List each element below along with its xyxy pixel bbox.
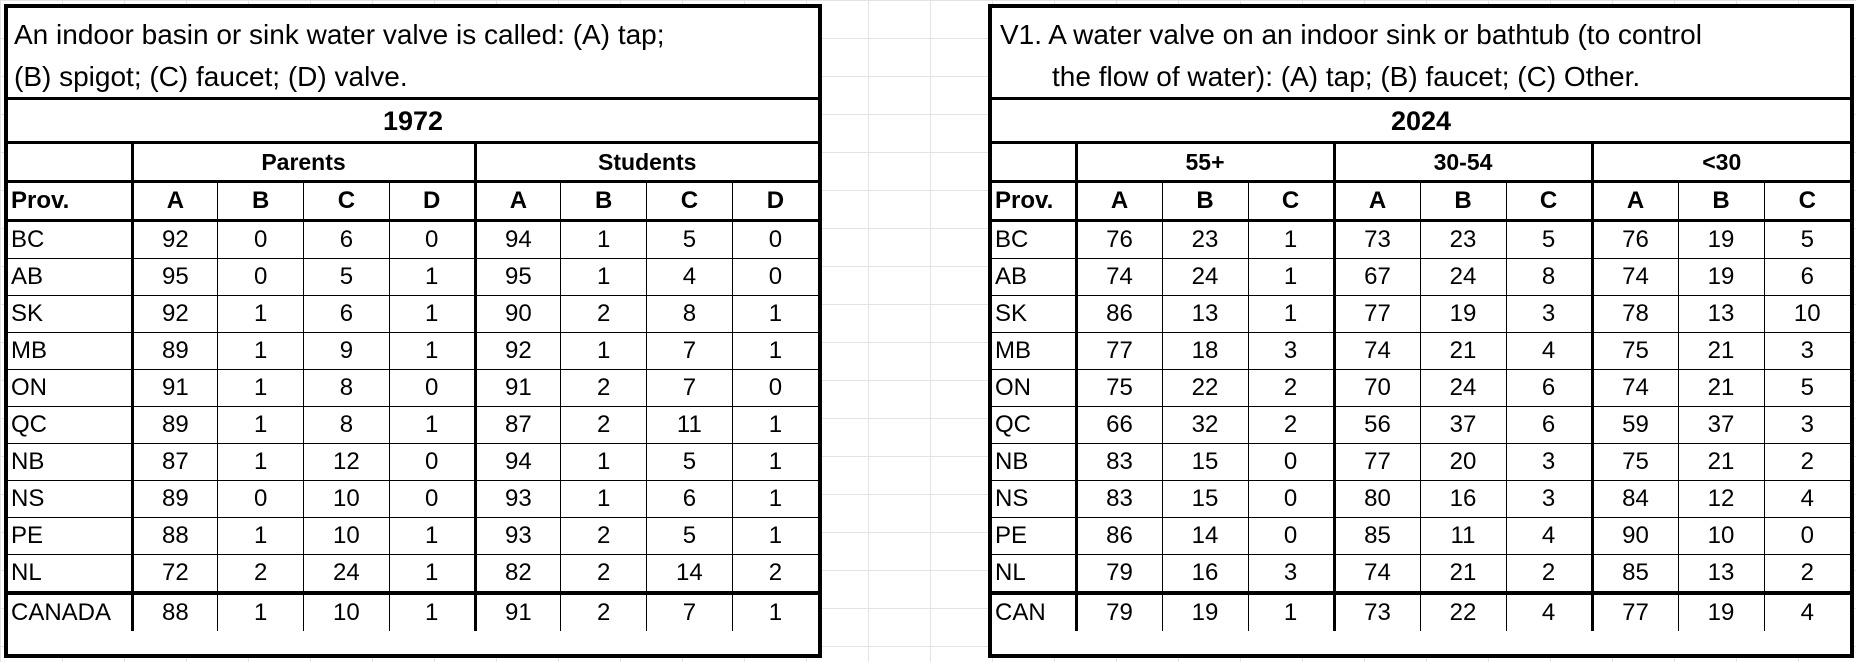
value-cell: 24 xyxy=(1420,259,1506,296)
value-cell: 74 xyxy=(1592,259,1678,296)
value-cell: 0 xyxy=(389,444,475,481)
question-line-1: V1. A water valve on an indoor sink or bathtub (to control xyxy=(1000,19,1702,50)
value-cell: 76 xyxy=(1076,221,1162,259)
value-cell: 3 xyxy=(1506,296,1592,333)
value-cell: 6 xyxy=(1506,407,1592,444)
value-cell: 89 xyxy=(132,407,218,444)
province-cell: CANADA xyxy=(8,593,132,631)
option-column-header: C xyxy=(1248,182,1334,221)
value-cell: 8 xyxy=(647,296,733,333)
value-cell: 4 xyxy=(1764,481,1850,518)
value-cell: 4 xyxy=(1506,333,1592,370)
value-cell: 1 xyxy=(1248,296,1334,333)
value-cell: 1 xyxy=(389,296,475,333)
value-cell: 79 xyxy=(1076,593,1162,631)
value-cell: 1 xyxy=(561,259,647,296)
value-cell: 74 xyxy=(1076,259,1162,296)
table-row xyxy=(992,333,1850,370)
table-row xyxy=(992,296,1850,333)
value-cell: 32 xyxy=(1162,407,1248,444)
value-cell: 91 xyxy=(475,370,561,407)
option-column-header: C xyxy=(304,182,390,221)
value-cell: 5 xyxy=(304,259,390,296)
value-cell: 5 xyxy=(1764,370,1850,407)
table-row xyxy=(8,333,818,370)
value-cell: 15 xyxy=(1162,481,1248,518)
province-cell: NS xyxy=(992,481,1076,518)
value-cell: 88 xyxy=(132,593,218,631)
province-cell: ON xyxy=(8,370,132,407)
value-cell: 1 xyxy=(1248,259,1334,296)
value-cell: 5 xyxy=(1506,221,1592,259)
value-cell: 10 xyxy=(1764,296,1850,333)
value-cell: 66 xyxy=(1076,407,1162,444)
value-cell: 77 xyxy=(1076,333,1162,370)
table-row xyxy=(992,481,1850,518)
table-row xyxy=(992,518,1850,555)
value-cell: 23 xyxy=(1420,221,1506,259)
province-cell: SK xyxy=(8,296,132,333)
value-cell: 21 xyxy=(1420,555,1506,594)
value-cell: 76 xyxy=(1592,221,1678,259)
value-cell: 7 xyxy=(647,333,733,370)
value-cell: 1 xyxy=(561,481,647,518)
table-row xyxy=(8,444,818,481)
value-cell: 8 xyxy=(304,407,390,444)
question-line-1: An indoor basin or sink water valve is called: (A) tap; xyxy=(14,19,665,50)
value-cell: 74 xyxy=(1334,333,1420,370)
value-cell: 94 xyxy=(475,444,561,481)
value-cell: 6 xyxy=(304,221,390,259)
province-cell: PE xyxy=(8,518,132,555)
value-cell: 1 xyxy=(218,296,304,333)
province-cell: NL xyxy=(8,555,132,594)
province-cell: BC xyxy=(992,221,1076,259)
value-cell: 5 xyxy=(1764,221,1850,259)
value-cell: 2 xyxy=(1248,370,1334,407)
value-cell: 1 xyxy=(561,221,647,259)
value-cell: 1 xyxy=(732,518,818,555)
value-cell: 90 xyxy=(1592,518,1678,555)
value-cell: 2 xyxy=(1506,555,1592,594)
value-cell: 74 xyxy=(1592,370,1678,407)
value-cell: 0 xyxy=(218,481,304,518)
option-column-header: A xyxy=(132,182,218,221)
value-cell: 2 xyxy=(561,370,647,407)
group-header: Students xyxy=(475,144,818,182)
value-cell: 77 xyxy=(1592,593,1678,631)
province-cell: QC xyxy=(992,407,1076,444)
value-cell: 2 xyxy=(732,555,818,594)
value-cell: 19 xyxy=(1678,593,1764,631)
value-cell: 75 xyxy=(1592,444,1678,481)
value-cell: 1 xyxy=(732,407,818,444)
value-cell: 1 xyxy=(561,444,647,481)
value-cell: 24 xyxy=(1162,259,1248,296)
province-cell: NB xyxy=(992,444,1076,481)
total-row xyxy=(8,593,818,631)
value-cell: 93 xyxy=(475,481,561,518)
value-cell: 4 xyxy=(1764,593,1850,631)
value-cell: 1 xyxy=(389,518,475,555)
value-cell: 79 xyxy=(1076,555,1162,594)
value-cell: 67 xyxy=(1334,259,1420,296)
option-column-header: A xyxy=(1592,182,1678,221)
value-cell: 91 xyxy=(132,370,218,407)
value-cell: 0 xyxy=(1248,518,1334,555)
value-cell: 73 xyxy=(1334,221,1420,259)
table-row xyxy=(992,444,1850,481)
value-cell: 1 xyxy=(732,481,818,518)
value-cell: 12 xyxy=(304,444,390,481)
table-row xyxy=(992,407,1850,444)
value-cell: 74 xyxy=(1334,555,1420,594)
value-cell: 9 xyxy=(304,333,390,370)
value-cell: 70 xyxy=(1334,370,1420,407)
value-cell: 0 xyxy=(1248,444,1334,481)
value-cell: 89 xyxy=(132,333,218,370)
value-cell: 21 xyxy=(1678,333,1764,370)
value-cell: 0 xyxy=(1248,481,1334,518)
value-cell: 0 xyxy=(1764,518,1850,555)
value-cell: 24 xyxy=(304,555,390,594)
value-cell: 0 xyxy=(389,481,475,518)
value-cell: 7 xyxy=(647,593,733,631)
province-cell: MB xyxy=(8,333,132,370)
value-cell: 16 xyxy=(1162,555,1248,594)
value-cell: 1 xyxy=(732,444,818,481)
value-cell: 85 xyxy=(1592,555,1678,594)
table-row xyxy=(992,221,1850,259)
province-cell: AB xyxy=(992,259,1076,296)
province-cell: MB xyxy=(992,333,1076,370)
prov-column-header: Prov. xyxy=(992,182,1076,221)
group-header-blank xyxy=(992,144,1076,182)
value-cell: 75 xyxy=(1076,370,1162,407)
value-cell: 83 xyxy=(1076,481,1162,518)
value-cell: 24 xyxy=(1420,370,1506,407)
value-cell: 2 xyxy=(1764,444,1850,481)
value-cell: 75 xyxy=(1592,333,1678,370)
value-cell: 0 xyxy=(218,259,304,296)
province-cell: CAN xyxy=(992,593,1076,631)
value-cell: 3 xyxy=(1248,555,1334,594)
survey-table-2024 xyxy=(988,4,1854,658)
option-column-header: B xyxy=(1162,182,1248,221)
value-cell: 21 xyxy=(1678,370,1764,407)
value-cell: 12 xyxy=(1678,481,1764,518)
value-cell: 3 xyxy=(1764,407,1850,444)
value-cell: 2 xyxy=(561,407,647,444)
table-row xyxy=(8,296,818,333)
value-cell: 87 xyxy=(132,444,218,481)
option-column-header: B xyxy=(1420,182,1506,221)
value-cell: 21 xyxy=(1420,333,1506,370)
table-row xyxy=(992,555,1850,594)
value-cell: 73 xyxy=(1334,593,1420,631)
value-cell: 19 xyxy=(1678,221,1764,259)
value-cell: 4 xyxy=(1506,518,1592,555)
option-column-header: A xyxy=(1334,182,1420,221)
value-cell: 83 xyxy=(1076,444,1162,481)
province-cell: SK xyxy=(992,296,1076,333)
prov-column-header: Prov. xyxy=(8,182,132,221)
option-column-header: D xyxy=(389,182,475,221)
question-text xyxy=(8,8,818,100)
option-column-header: C xyxy=(1506,182,1592,221)
value-cell: 85 xyxy=(1334,518,1420,555)
value-cell: 2 xyxy=(1764,555,1850,594)
data-grid xyxy=(8,144,818,631)
value-cell: 10 xyxy=(1678,518,1764,555)
option-column-header: B xyxy=(561,182,647,221)
province-cell: PE xyxy=(992,518,1076,555)
value-cell: 1 xyxy=(218,518,304,555)
group-header: 30-54 xyxy=(1334,144,1592,182)
value-cell: 92 xyxy=(132,296,218,333)
value-cell: 6 xyxy=(304,296,390,333)
value-cell: 94 xyxy=(475,221,561,259)
value-cell: 15 xyxy=(1162,444,1248,481)
value-cell: 92 xyxy=(132,221,218,259)
value-cell: 20 xyxy=(1420,444,1506,481)
value-cell: 13 xyxy=(1678,555,1764,594)
value-cell: 5 xyxy=(647,444,733,481)
value-cell: 59 xyxy=(1592,407,1678,444)
province-cell: BC xyxy=(8,221,132,259)
value-cell: 1 xyxy=(561,333,647,370)
value-cell: 1 xyxy=(732,333,818,370)
value-cell: 3 xyxy=(1506,481,1592,518)
value-cell: 1 xyxy=(218,444,304,481)
value-cell: 2 xyxy=(1248,407,1334,444)
total-row xyxy=(992,593,1850,631)
province-cell: QC xyxy=(8,407,132,444)
value-cell: 19 xyxy=(1678,259,1764,296)
table-row xyxy=(8,370,818,407)
value-cell: 5 xyxy=(647,221,733,259)
value-cell: 23 xyxy=(1162,221,1248,259)
province-cell: NL xyxy=(992,555,1076,594)
value-cell: 1 xyxy=(218,370,304,407)
value-cell: 37 xyxy=(1420,407,1506,444)
value-cell: 77 xyxy=(1334,444,1420,481)
value-cell: 86 xyxy=(1076,296,1162,333)
value-cell: 80 xyxy=(1334,481,1420,518)
province-cell: AB xyxy=(8,259,132,296)
option-column-header: B xyxy=(218,182,304,221)
value-cell: 88 xyxy=(132,518,218,555)
value-cell: 1 xyxy=(389,555,475,594)
value-cell: 7 xyxy=(647,370,733,407)
value-cell: 0 xyxy=(732,259,818,296)
group-header: Parents xyxy=(132,144,475,182)
value-cell: 95 xyxy=(132,259,218,296)
value-cell: 11 xyxy=(1420,518,1506,555)
table-row xyxy=(8,259,818,296)
option-column-header: C xyxy=(647,182,733,221)
value-cell: 2 xyxy=(561,518,647,555)
group-header-blank xyxy=(8,144,132,182)
value-cell: 91 xyxy=(475,593,561,631)
value-cell: 90 xyxy=(475,296,561,333)
value-cell: 37 xyxy=(1678,407,1764,444)
value-cell: 10 xyxy=(304,593,390,631)
value-cell: 19 xyxy=(1162,593,1248,631)
value-cell: 14 xyxy=(647,555,733,594)
value-cell: 82 xyxy=(475,555,561,594)
year-header: 1972 xyxy=(8,100,818,144)
value-cell: 0 xyxy=(389,370,475,407)
value-cell: 6 xyxy=(1506,370,1592,407)
value-cell: 87 xyxy=(475,407,561,444)
value-cell: 1 xyxy=(218,407,304,444)
value-cell: 14 xyxy=(1162,518,1248,555)
value-cell: 2 xyxy=(561,555,647,594)
table-row xyxy=(8,481,818,518)
table-row xyxy=(8,407,818,444)
question-line-2: the flow of water): (A) tap; (B) faucet; (C) Other. xyxy=(1052,61,1641,92)
value-cell: 1 xyxy=(1248,593,1334,631)
province-cell: NS xyxy=(8,481,132,518)
data-grid xyxy=(992,144,1850,631)
value-cell: 1 xyxy=(732,593,818,631)
value-cell: 89 xyxy=(132,481,218,518)
value-cell: 2 xyxy=(561,593,647,631)
table-row xyxy=(8,555,818,594)
value-cell: 5 xyxy=(647,518,733,555)
value-cell: 1 xyxy=(389,593,475,631)
value-cell: 95 xyxy=(475,259,561,296)
value-cell: 77 xyxy=(1334,296,1420,333)
value-cell: 1 xyxy=(732,296,818,333)
value-cell: 16 xyxy=(1420,481,1506,518)
value-cell: 0 xyxy=(389,221,475,259)
group-header: <30 xyxy=(1592,144,1850,182)
value-cell: 10 xyxy=(304,518,390,555)
option-column-header: D xyxy=(732,182,818,221)
value-cell: 0 xyxy=(218,221,304,259)
value-cell: 1 xyxy=(218,333,304,370)
value-cell: 22 xyxy=(1162,370,1248,407)
value-cell: 13 xyxy=(1678,296,1764,333)
value-cell: 3 xyxy=(1506,444,1592,481)
option-column-header: C xyxy=(1764,182,1850,221)
value-cell: 3 xyxy=(1248,333,1334,370)
value-cell: 21 xyxy=(1678,444,1764,481)
question-text xyxy=(992,8,1850,100)
value-cell: 3 xyxy=(1764,333,1850,370)
value-cell: 56 xyxy=(1334,407,1420,444)
value-cell: 18 xyxy=(1162,333,1248,370)
value-cell: 0 xyxy=(732,221,818,259)
value-cell: 11 xyxy=(647,407,733,444)
table-row xyxy=(8,221,818,259)
value-cell: 1 xyxy=(218,593,304,631)
value-cell: 0 xyxy=(732,370,818,407)
value-cell: 2 xyxy=(561,296,647,333)
value-cell: 72 xyxy=(132,555,218,594)
value-cell: 1 xyxy=(389,333,475,370)
value-cell: 22 xyxy=(1420,593,1506,631)
table-row xyxy=(992,370,1850,407)
question-line-2: (B) spigot; (C) faucet; (D) valve. xyxy=(14,61,408,92)
value-cell: 6 xyxy=(1764,259,1850,296)
group-header: 55+ xyxy=(1076,144,1334,182)
value-cell: 4 xyxy=(1506,593,1592,631)
value-cell: 2 xyxy=(218,555,304,594)
value-cell: 6 xyxy=(647,481,733,518)
value-cell: 19 xyxy=(1420,296,1506,333)
province-cell: ON xyxy=(992,370,1076,407)
value-cell: 4 xyxy=(647,259,733,296)
value-cell: 8 xyxy=(1506,259,1592,296)
year-header: 2024 xyxy=(992,100,1850,144)
table-row xyxy=(992,259,1850,296)
value-cell: 1 xyxy=(1248,221,1334,259)
value-cell: 10 xyxy=(304,481,390,518)
value-cell: 86 xyxy=(1076,518,1162,555)
option-column-header: A xyxy=(475,182,561,221)
table-row xyxy=(8,518,818,555)
value-cell: 93 xyxy=(475,518,561,555)
province-cell: NB xyxy=(8,444,132,481)
value-cell: 8 xyxy=(304,370,390,407)
value-cell: 1 xyxy=(389,259,475,296)
value-cell: 78 xyxy=(1592,296,1678,333)
option-column-header: B xyxy=(1678,182,1764,221)
value-cell: 13 xyxy=(1162,296,1248,333)
option-column-header: A xyxy=(1076,182,1162,221)
value-cell: 1 xyxy=(389,407,475,444)
value-cell: 84 xyxy=(1592,481,1678,518)
survey-table-1972 xyxy=(4,4,822,658)
value-cell: 92 xyxy=(475,333,561,370)
